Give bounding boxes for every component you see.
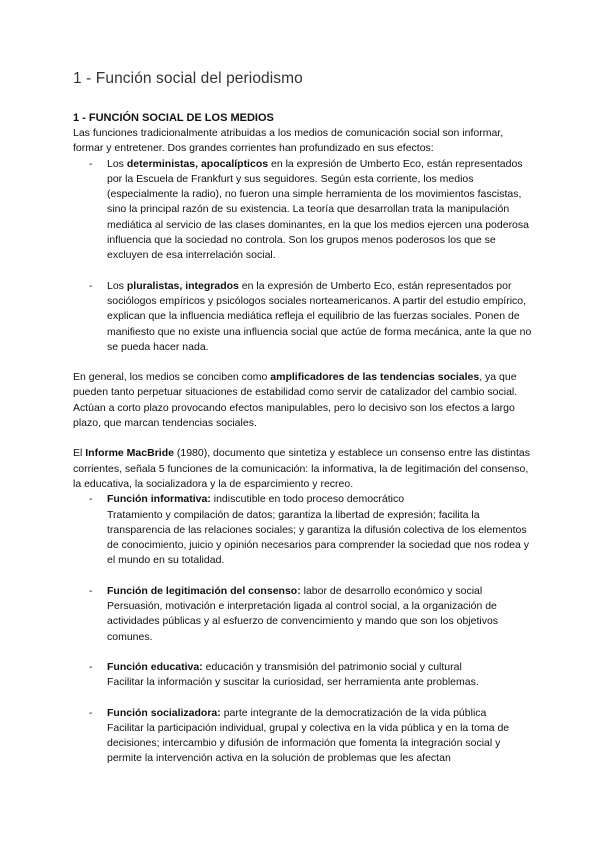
item-text: en la expresión de Umberto Eco, están representados por la Escuela de Frankfurt y sus seguidores. Según esta corriente, los medios (especialmente la radio), no fueron una simple herramienta de los movimientos fascistas, sino la principal razón de su existencia. La teoría que desarrollan trata la manipulación mediática al servicio de las clases dominantes, en la que los medios ejercen una poderosa influencia que la sociedad no controla. Son los grupos menos poderosos los que se excluyen de esa interrelación social. <box>107 157 529 262</box>
dash-bullet: - <box>89 279 93 292</box>
item-bold-term: pluralistas, integrados <box>126 279 239 292</box>
macbride-pre: El <box>73 447 86 460</box>
function-summary: educación y transmisión del patrimonio social y cultural <box>202 660 462 673</box>
list-item-funcion-legitimacion <box>73 584 533 645</box>
function-name: Función de legitimación del consenso: <box>107 584 301 597</box>
page-title: 1 - Función social del periodismo <box>73 70 303 87</box>
macbride-paragraph <box>73 446 533 492</box>
item-text: en la expresión de Umberto Eco, están representados por sociólogos empíricos y psicólogos sociales norteamericanos. A partir del estudio empírico, explican que la influencia mediática refleja el equilibrio de las fuerzas sociales. Ponen de manifiesto que no existe una influencia social que actúe de forma mecánica, ante la que no se pueda hacer nada. <box>107 279 532 353</box>
function-summary-line <box>107 706 533 721</box>
general-pre: En general, los medios se conciben como <box>73 371 271 384</box>
function-summary: parte integrante de la democratización de la vida pública <box>220 706 487 719</box>
list-spacer <box>73 569 533 584</box>
list-spacer <box>73 264 533 279</box>
list-item-pluralistas <box>73 279 533 355</box>
dash-bullet: - <box>89 157 93 170</box>
general-text: , ya que pueden tanto perpetuar situaciones de estabilidad como servir de catalizador del cambio social. Actúan a corto plazo provocando efectos manipulables, pero lo decisivo son los efectos a largo plazo, que marcan tendencias sociales. <box>73 371 518 430</box>
function-name: Función socializadora: <box>107 706 221 719</box>
macbride-bold-term: Informe MacBride <box>85 447 174 460</box>
function-detail: Facilitar la información y suscitar la curiosidad, ser herramienta ante problemas. <box>107 676 479 689</box>
macbride-text: (1980), documento que sintetiza y establece un consenso entre las distintas corrientes, señala 5 funciones de la comunicación: la informativa, la de legitimación del consenso, la educativa, la socializadora y la de esparcimiento y recreo. <box>73 447 530 490</box>
function-name: Función informativa: <box>107 493 211 506</box>
paragraph-gap <box>73 355 533 370</box>
function-summary-line <box>107 584 533 599</box>
dash-bullet: - <box>89 706 93 719</box>
list-item-funcion-educativa <box>73 660 533 691</box>
dash-bullet: - <box>89 660 93 673</box>
paragraph-gap <box>73 431 533 446</box>
list-item-funcion-informativa <box>73 492 533 568</box>
currents-list <box>73 157 533 356</box>
function-summary: indiscutible en todo proceso democrático <box>210 493 405 506</box>
function-summary-line <box>107 492 533 507</box>
dash-bullet: - <box>89 493 93 506</box>
list-item-deterministas <box>73 157 533 264</box>
function-summary-line <box>107 660 533 675</box>
function-detail: Tratamiento y compilación de datos; garantiza la libertad de expresión; facilita la transparencia de las relaciones sociales; y garantiza la difusión colectiva de los elementos de conocimiento, juicio y opinión necesarios para comprender la sociedad que nos rodea y el mundo en su totalidad. <box>107 508 530 567</box>
list-spacer <box>73 645 533 660</box>
list-item-funcion-socializadora <box>73 706 533 767</box>
functions-list <box>73 492 533 766</box>
list-spacer <box>73 691 533 706</box>
general-bold-term: amplificadores de las tendencias sociales <box>270 371 480 384</box>
dash-bullet: - <box>89 584 93 597</box>
item-pre: Los <box>107 279 127 292</box>
document-page <box>73 70 533 767</box>
item-bold-term: deterministas, apocalípticos <box>126 157 269 170</box>
section-heading: 1 - FUNCIÓN SOCIAL DE LOS MEDIOS <box>73 112 274 124</box>
function-detail: Persuasión, motivación e interpretación ligada al control social, a la organización de actividades públicas y al esfuerzo de convencimiento y mando que son los objetivos comunes. <box>107 600 499 643</box>
intro-paragraph: Las funciones tradicionalmente atribuidas a los medios de comunicación social son informar, formar y entretener. Dos grandes corrientes han profundizado en sus efectos: <box>73 127 504 155</box>
function-name: Función educativa: <box>107 660 203 673</box>
function-summary: labor de desarrollo económico y social <box>300 584 483 597</box>
item-pre: Los <box>107 157 127 170</box>
general-paragraph <box>73 370 533 431</box>
function-detail: Facilitar la participación individual, grupal y colectiva en la vida pública y en la toma de decisiones; intercambio y difusión de información que fomenta la integración social y permite la intervención activa en la solución de problemas que les afectan <box>107 721 510 765</box>
